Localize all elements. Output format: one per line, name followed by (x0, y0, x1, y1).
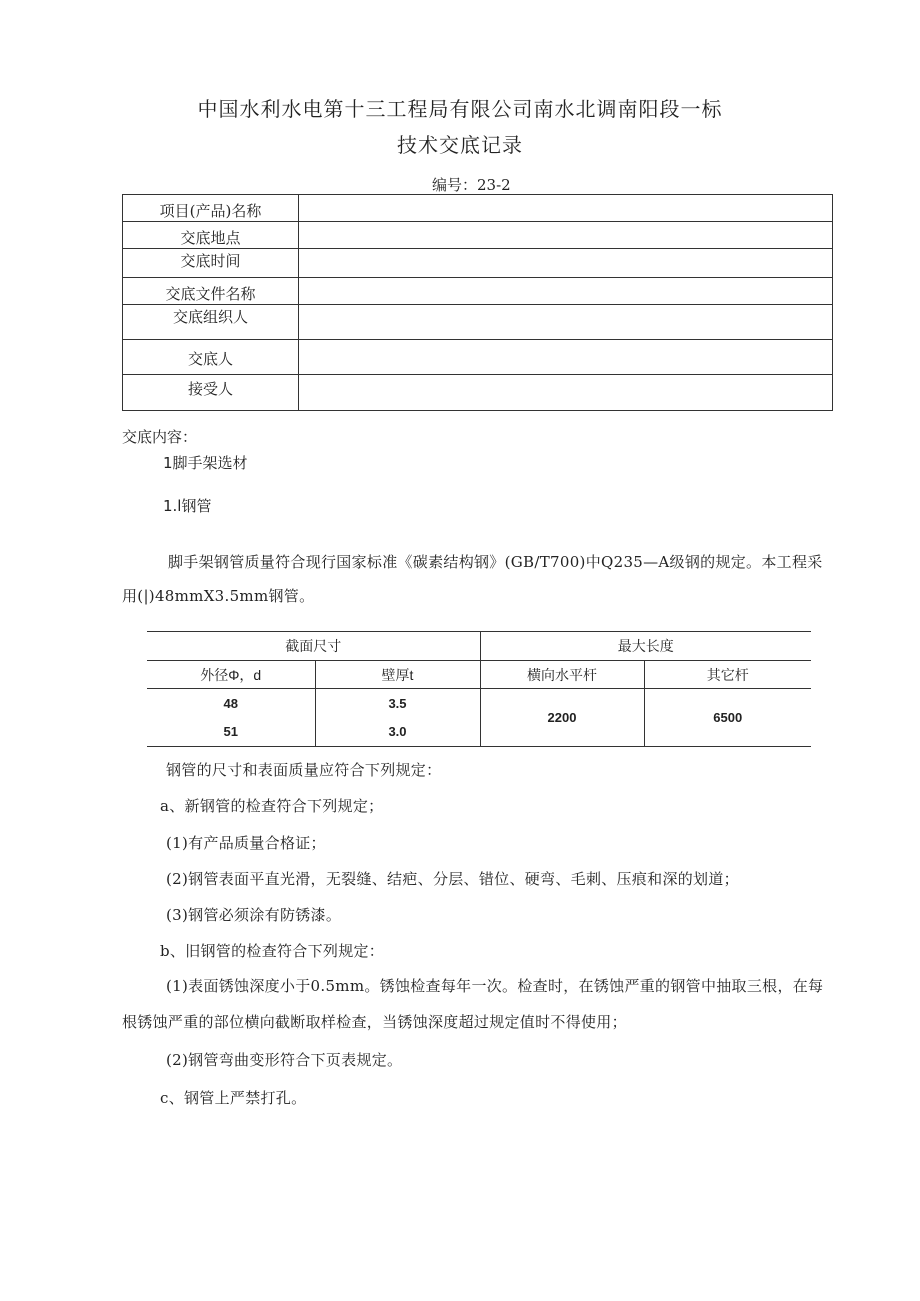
spec-group-section-size: 截面尺寸 (147, 632, 480, 661)
info-value (299, 195, 833, 222)
drilling-rule: c、钢管上严禁打孔。 (160, 1089, 307, 1107)
info-table (122, 194, 833, 411)
spec-cell-diameter: 51 (147, 717, 315, 747)
info-row-filename (123, 278, 833, 305)
intro-paragraph: 脚手架钢管质量符合现行国家标准《碳素结构钢》(GB/T700)中Q235—A级钢的规定。本工程采用(|)48mmX3.5mm钢管。 (122, 553, 823, 605)
info-value (299, 305, 833, 340)
spec-cell-thickness: 3.0 (315, 717, 480, 747)
info-value (299, 340, 833, 375)
new-pipe-item-3: (3)钢管必须涂有防锈漆。 (166, 906, 342, 924)
info-value (299, 249, 833, 278)
spec-row (147, 689, 811, 718)
info-row-time (123, 249, 833, 278)
document-subtitle: 技术交底记录 (397, 133, 523, 157)
spec-group-max-length: 最大长度 (480, 632, 811, 661)
pipe-spec-table (147, 631, 811, 747)
document-title: 中国水利水电第十三工程局有限公司南水北调南阳段一标 (197, 97, 723, 121)
info-label: 交底时间 (123, 249, 299, 278)
spec-cell-other-length: 6500 (644, 689, 811, 747)
info-row-organizer (123, 305, 833, 340)
info-label: 交底组织人 (123, 305, 299, 340)
info-label: 交底地点 (123, 222, 299, 249)
info-label: 交底文件名称 (123, 278, 299, 305)
spec-cell-diameter: 48 (223, 695, 238, 711)
info-label: 项目(产品)名称 (123, 195, 299, 222)
info-label: 接受人 (123, 375, 299, 411)
info-label: 交底人 (123, 340, 299, 375)
spec-group-header-row (147, 632, 811, 661)
info-value (299, 375, 833, 411)
info-value (299, 222, 833, 249)
info-row-receiver (123, 375, 833, 411)
spec-header-wall-thickness: 壁厚t (315, 661, 480, 689)
content-label: 交底内容： (122, 428, 198, 446)
info-row-presenter (123, 340, 833, 375)
old-pipe-item-1: (1)表面锈蚀深度小于0.5mm。锈蚀检查每年一次。检查时，在锈蚀严重的钢管中抽取三根，在每根锈蚀严重的部位横向截断取样检查，当锈蚀深度超过规定值时不得使用； (122, 977, 824, 1031)
section-heading: 1脚手架选材 (163, 454, 248, 472)
new-pipe-item-2: (2)钢管表面平直光滑，无裂缝、结疤、分层、错位、硬弯、毛刺、压痕和深的划道； (166, 870, 739, 888)
info-value (299, 278, 833, 305)
new-pipe-item-1: (1)有产品质量合格证； (166, 834, 326, 852)
old-pipe-item-2: (2)钢管弯曲变形符合下页表规定。 (166, 1051, 403, 1069)
serial-number: 编号：23-2 (432, 176, 511, 194)
spec-cell-transverse-length: 2200 (480, 689, 644, 747)
info-row-location (123, 222, 833, 249)
requirements-intro: 钢管的尺寸和表面质量应符合下列规定： (166, 761, 442, 779)
new-pipe-heading: a、新钢管的检查符合下列规定； (160, 797, 384, 815)
spec-header-row (147, 661, 811, 689)
spec-header-other-bar: 其它杆 (644, 661, 811, 689)
spec-cell-thickness: 3.5 (315, 689, 480, 718)
subsection-heading: 1.l钢管 (163, 497, 212, 515)
old-pipe-heading: b、旧钢管的检查符合下列规定： (160, 942, 385, 960)
spec-header-outer-diameter: 外径Φ，d (147, 661, 315, 689)
spec-header-transverse-bar: 横向水平杆 (480, 661, 644, 689)
info-row-project (123, 195, 833, 222)
